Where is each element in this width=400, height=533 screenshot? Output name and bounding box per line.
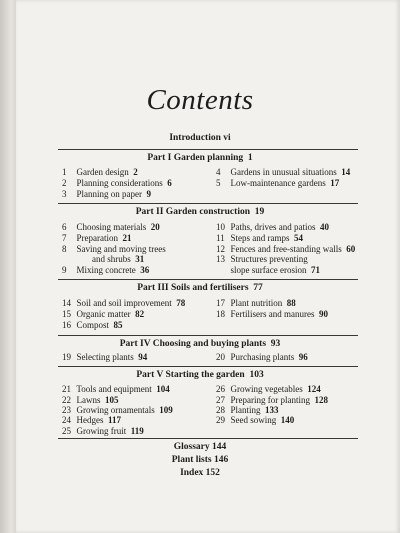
back-matter-index: Index 152 <box>180 468 220 478</box>
back-matter-glossary: Glossary 144 <box>173 442 227 452</box>
toc-entry-24: 24 Hedges 117 <box>62 415 122 425</box>
toc-entry-3: 3 Planning on paper 9 <box>62 189 151 199</box>
toc-entry-7: 7 Preparation 21 <box>62 233 132 243</box>
divider-rule <box>58 203 358 204</box>
toc-entry-13-cont: slope surface erosion 71 <box>230 265 320 275</box>
toc-entry-2: 2 Planning considerations 6 <box>62 178 172 188</box>
part-heading-5: Part V Starting the garden 103 <box>136 370 264 380</box>
toc-entry-15: 15 Organic matter 82 <box>62 309 145 319</box>
toc-entry-20: 20 Purchasing plants 96 <box>216 352 308 362</box>
introduction-entry <box>0 133 400 143</box>
part-heading-3: Part III Soils and fertilisers 77 <box>137 283 263 293</box>
toc-entry-16: 16 Compost 85 <box>62 320 123 330</box>
part-heading-1: Part I Garden planning 1 <box>147 153 253 163</box>
toc-entry-6: 6 Choosing materials 20 <box>62 222 160 232</box>
toc-entry-18: 18 Fertilisers and manures 90 <box>216 309 328 319</box>
toc-entry-25: 25 Growing fruit 119 <box>62 426 144 436</box>
toc-entry-9: 9 Mixing concrete 36 <box>62 265 150 275</box>
introduction-label: Introduction <box>169 133 221 143</box>
toc-entry-5: 5 Low-maintenance gardens 17 <box>216 178 340 188</box>
toc-entry-12: 12 Fences and free-standing walls 60 <box>216 244 356 254</box>
toc-entry-1: 1 Garden design 2 <box>62 167 138 177</box>
toc-entry-17: 17 Plant nutrition 88 <box>216 298 296 308</box>
toc-entry-4: 4 Gardens in unusual situations 14 <box>216 167 351 177</box>
toc-entry-13: 13 Structures preventing <box>216 254 308 264</box>
divider-rule <box>58 335 358 336</box>
toc-entry-11: 11 Steps and ramps 54 <box>216 233 303 243</box>
toc-entry-28: 28 Planting 133 <box>216 405 279 415</box>
toc-entry-14: 14 Soil and soil improvement 78 <box>62 298 186 308</box>
toc-entry-21: 21 Tools and equipment 104 <box>62 384 170 394</box>
toc-entry-8-cont: and shrubs 31 <box>92 254 145 264</box>
toc-entry-29: 29 Seed sowing 140 <box>216 415 295 425</box>
divider-rule <box>58 149 358 150</box>
toc-entry-8: 8 Saving and moving trees <box>62 244 166 254</box>
divider-rule <box>58 438 358 439</box>
book-spine-shadow <box>0 0 16 533</box>
toc-entry-23: 23 Growing ornamentals 109 <box>62 405 173 415</box>
toc-entry-27: 27 Preparing for planting 128 <box>216 395 328 405</box>
toc-entry-19: 19 Selecting plants 94 <box>62 352 148 362</box>
page-title: Contents <box>146 84 254 116</box>
toc-entry-22: 22 Lawns 105 <box>62 395 119 405</box>
introduction-page: vi <box>223 133 231 143</box>
toc-entry-10: 10 Paths, drives and patios 40 <box>216 222 329 232</box>
part-heading-2: Part II Garden construction 19 <box>135 207 265 217</box>
divider-rule <box>58 366 358 367</box>
divider-rule <box>58 279 358 280</box>
back-matter-plant-lists: Plant lists 146 <box>171 455 229 465</box>
part-heading-4: Part IV Choosing and buying plants 93 <box>119 339 281 349</box>
toc-entry-26: 26 Growing vegetables 124 <box>216 384 321 394</box>
